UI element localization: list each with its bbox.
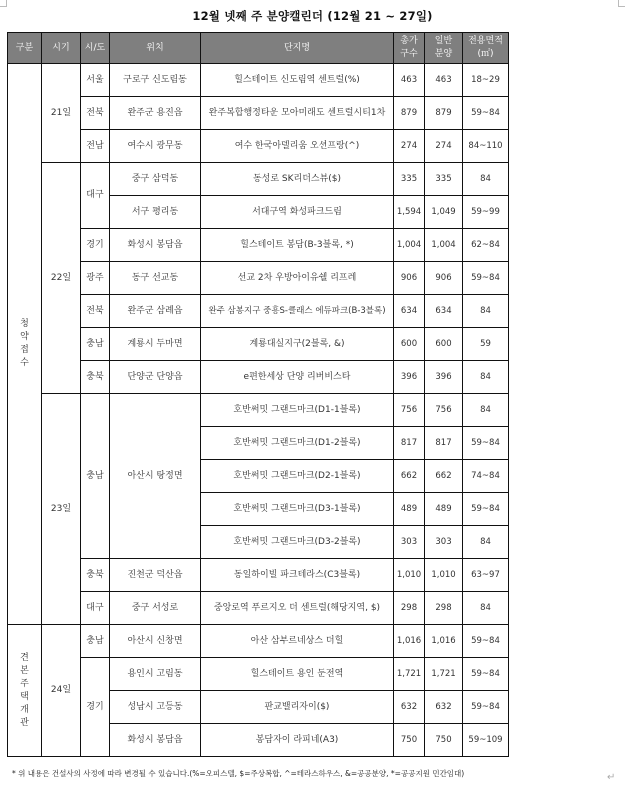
location-cell: 아산시 탕정면 <box>110 394 201 559</box>
general-sale-cell: 879 <box>425 97 463 130</box>
general-sale-cell: 489 <box>425 493 463 526</box>
general-sale-cell: 662 <box>425 460 463 493</box>
total-units-cell: 906 <box>394 262 425 295</box>
total-units-cell: 335 <box>394 163 425 196</box>
header-location: 위치 <box>110 33 201 64</box>
area-cell: 59~84 <box>463 658 509 691</box>
area-cell: 74~84 <box>463 460 509 493</box>
complex-cell: 판교밸리자이($) <box>201 691 394 724</box>
complex-cell: 완주복합행정타운 모아미래도 센트럴시티1차 <box>201 97 394 130</box>
complex-cell: 동성로 SK리더스뷰($) <box>201 163 394 196</box>
location-cell: 중구 삼덕동 <box>110 163 201 196</box>
header-region: 시/도 <box>81 33 110 64</box>
general-sale-cell: 906 <box>425 262 463 295</box>
complex-cell: 아산 삼부르네상스 더힐 <box>201 625 394 658</box>
region-cell: 경기 <box>81 229 110 262</box>
location-cell: 화성시 봉담읍 <box>110 724 201 757</box>
region-cell: 대구 <box>81 163 110 229</box>
date-cell: 22일 <box>42 163 81 394</box>
general-sale-cell: 632 <box>425 691 463 724</box>
table-row <box>8 295 509 328</box>
area-cell: 84 <box>463 394 509 427</box>
header-complex-name: 단지명 <box>201 33 394 64</box>
area-cell: 62~84 <box>463 229 509 262</box>
general-sale-cell: 298 <box>425 592 463 625</box>
total-units-cell: 662 <box>394 460 425 493</box>
table-header-row <box>8 33 509 64</box>
location-cell: 완주군 삼례읍 <box>110 295 201 328</box>
area-cell: 84 <box>463 592 509 625</box>
general-sale-cell: 750 <box>425 724 463 757</box>
complex-cell: 여수 한국아델리움 오션프랑(^) <box>201 130 394 163</box>
general-sale-cell: 274 <box>425 130 463 163</box>
general-sale-cell: 1,721 <box>425 658 463 691</box>
total-units-cell: 489 <box>394 493 425 526</box>
table-row <box>8 229 509 262</box>
location-cell: 동구 선교동 <box>110 262 201 295</box>
location-cell: 계룡시 두마면 <box>110 328 201 361</box>
region-cell: 충북 <box>81 361 110 394</box>
location-cell: 용인시 고림동 <box>110 658 201 691</box>
area-cell: 18~29 <box>463 64 509 97</box>
complex-cell: 호반써밋 그랜드마크(D3-2블록) <box>201 526 394 559</box>
total-units-cell: 634 <box>394 295 425 328</box>
location-cell: 구로구 신도림동 <box>110 64 201 97</box>
total-units-cell: 756 <box>394 394 425 427</box>
area-cell: 84 <box>463 295 509 328</box>
date-cell: 21일 <box>42 64 81 163</box>
area-cell: 59~84 <box>463 691 509 724</box>
complex-cell: 동일하이빌 파크테라스(C3블록) <box>201 559 394 592</box>
general-sale-cell: 303 <box>425 526 463 559</box>
area-cell: 84 <box>463 163 509 196</box>
location-cell: 아산시 신창면 <box>110 625 201 658</box>
area-cell: 59~84 <box>463 625 509 658</box>
header-general-sale: 일반분양 <box>425 33 463 64</box>
complex-cell: 중앙로역 푸르지오 더 센트럴(해당지역, $) <box>201 592 394 625</box>
total-units-cell: 817 <box>394 427 425 460</box>
total-units-cell: 600 <box>394 328 425 361</box>
table-row <box>8 658 509 691</box>
total-units-cell: 396 <box>394 361 425 394</box>
region-cell: 경기 <box>81 658 110 757</box>
total-units-cell: 1,016 <box>394 625 425 658</box>
page-corner-mark-left <box>0 0 7 7</box>
total-units-cell: 632 <box>394 691 425 724</box>
location-cell: 성남시 고등동 <box>110 691 201 724</box>
location-cell: 진천군 덕산읍 <box>110 559 201 592</box>
region-cell: 충북 <box>81 559 110 592</box>
area-cell: 84 <box>463 526 509 559</box>
table-row <box>8 163 509 196</box>
complex-cell: 호반써밋 그랜드마크(D1-1블록) <box>201 394 394 427</box>
paragraph-mark-icon: ↵ <box>607 772 616 783</box>
general-sale-cell: 1,016 <box>425 625 463 658</box>
page-corner-mark-right <box>618 0 625 7</box>
region-cell: 충남 <box>81 625 110 658</box>
general-sale-cell: 1,004 <box>425 229 463 262</box>
complex-cell: 힐스테이트 신도림역 센트럴(%) <box>201 64 394 97</box>
total-units-cell: 463 <box>394 64 425 97</box>
total-units-cell: 1,004 <box>394 229 425 262</box>
region-cell: 충남 <box>81 394 110 559</box>
table-row <box>8 262 509 295</box>
general-sale-cell: 463 <box>425 64 463 97</box>
area-cell: 63~97 <box>463 559 509 592</box>
complex-cell: 힐스테이트 봉담(B-3블록, *) <box>201 229 394 262</box>
region-cell: 서울 <box>81 64 110 97</box>
location-cell: 서구 평리동 <box>110 196 201 229</box>
total-units-cell: 1,721 <box>394 658 425 691</box>
table-row <box>8 625 509 658</box>
header-area: 전용면적(㎡) <box>463 33 509 64</box>
area-cell: 59~84 <box>463 262 509 295</box>
region-cell: 전남 <box>81 130 110 163</box>
total-units-cell: 1,010 <box>394 559 425 592</box>
area-cell: 84 <box>463 361 509 394</box>
table-row <box>8 64 509 97</box>
table-row <box>8 361 509 394</box>
header-total-units: 총가구수 <box>394 33 425 64</box>
general-sale-cell: 600 <box>425 328 463 361</box>
complex-cell: e편한세상 단양 리버비스타 <box>201 361 394 394</box>
header-date: 시기 <box>42 33 81 64</box>
general-sale-cell: 1,010 <box>425 559 463 592</box>
table-row <box>8 97 509 130</box>
sales-calendar-table <box>7 32 509 757</box>
location-cell: 화성시 봉담읍 <box>110 229 201 262</box>
table-row <box>8 559 509 592</box>
region-cell: 대구 <box>81 592 110 625</box>
category-model-house: 견본 주택 개관 <box>8 625 42 757</box>
complex-cell: 힐스테이트 용인 둔전역 <box>201 658 394 691</box>
general-sale-cell: 335 <box>425 163 463 196</box>
general-sale-cell: 634 <box>425 295 463 328</box>
area-cell: 84~110 <box>463 130 509 163</box>
area-cell: 59~84 <box>463 427 509 460</box>
table-row <box>8 130 509 163</box>
location-cell: 단양군 단양읍 <box>110 361 201 394</box>
complex-cell: 호반써밋 그랜드마크(D3-1블록) <box>201 493 394 526</box>
category-subscription: 청약 접수 <box>8 64 42 625</box>
region-cell: 충남 <box>81 328 110 361</box>
complex-cell: 완주 삼봉지구 중흥S-클래스 에듀파크(B-3블록) <box>201 295 394 328</box>
complex-cell: 서대구역 화성파크드림 <box>201 196 394 229</box>
complex-cell: 봉담자이 라피네(A3) <box>201 724 394 757</box>
total-units-cell: 298 <box>394 592 425 625</box>
region-cell: 광주 <box>81 262 110 295</box>
complex-cell: 선교 2차 우방아이유쉘 리프레 <box>201 262 394 295</box>
location-cell: 중구 서성로 <box>110 592 201 625</box>
table-row <box>8 592 509 625</box>
area-cell: 59~84 <box>463 97 509 130</box>
document-title: 12월 넷째 주 분양캘린더 (12월 21 ~ 27일) <box>192 9 433 23</box>
table-row <box>8 328 509 361</box>
general-sale-cell: 1,049 <box>425 196 463 229</box>
region-cell: 전북 <box>81 97 110 130</box>
area-cell: 59~84 <box>463 493 509 526</box>
area-cell: 59 <box>463 328 509 361</box>
general-sale-cell: 817 <box>425 427 463 460</box>
total-units-cell: 274 <box>394 130 425 163</box>
total-units-cell: 303 <box>394 526 425 559</box>
general-sale-cell: 756 <box>425 394 463 427</box>
location-cell: 완주군 용진읍 <box>110 97 201 130</box>
footnote: * 위 내용은 건설사의 사정에 따라 변경될 수 있습니다.(%=오피스텔, $=주상복합, ^=테라스하우스, &=공공분양, *=공공지원 민간임대) <box>12 769 465 778</box>
date-cell: 24일 <box>42 625 81 757</box>
location-cell: 여수시 광무동 <box>110 130 201 163</box>
date-cell: 23일 <box>42 394 81 625</box>
area-cell: 59~99 <box>463 196 509 229</box>
total-units-cell: 750 <box>394 724 425 757</box>
table-row <box>8 394 509 427</box>
complex-cell: 호반써밋 그랜드마크(D2-1블록) <box>201 460 394 493</box>
complex-cell: 계룡대실지구(2블록, &) <box>201 328 394 361</box>
total-units-cell: 1,594 <box>394 196 425 229</box>
region-cell: 전북 <box>81 295 110 328</box>
area-cell: 59~109 <box>463 724 509 757</box>
general-sale-cell: 396 <box>425 361 463 394</box>
header-category: 구분 <box>8 33 42 64</box>
total-units-cell: 879 <box>394 97 425 130</box>
complex-cell: 호반써밋 그랜드마크(D1-2블록) <box>201 427 394 460</box>
